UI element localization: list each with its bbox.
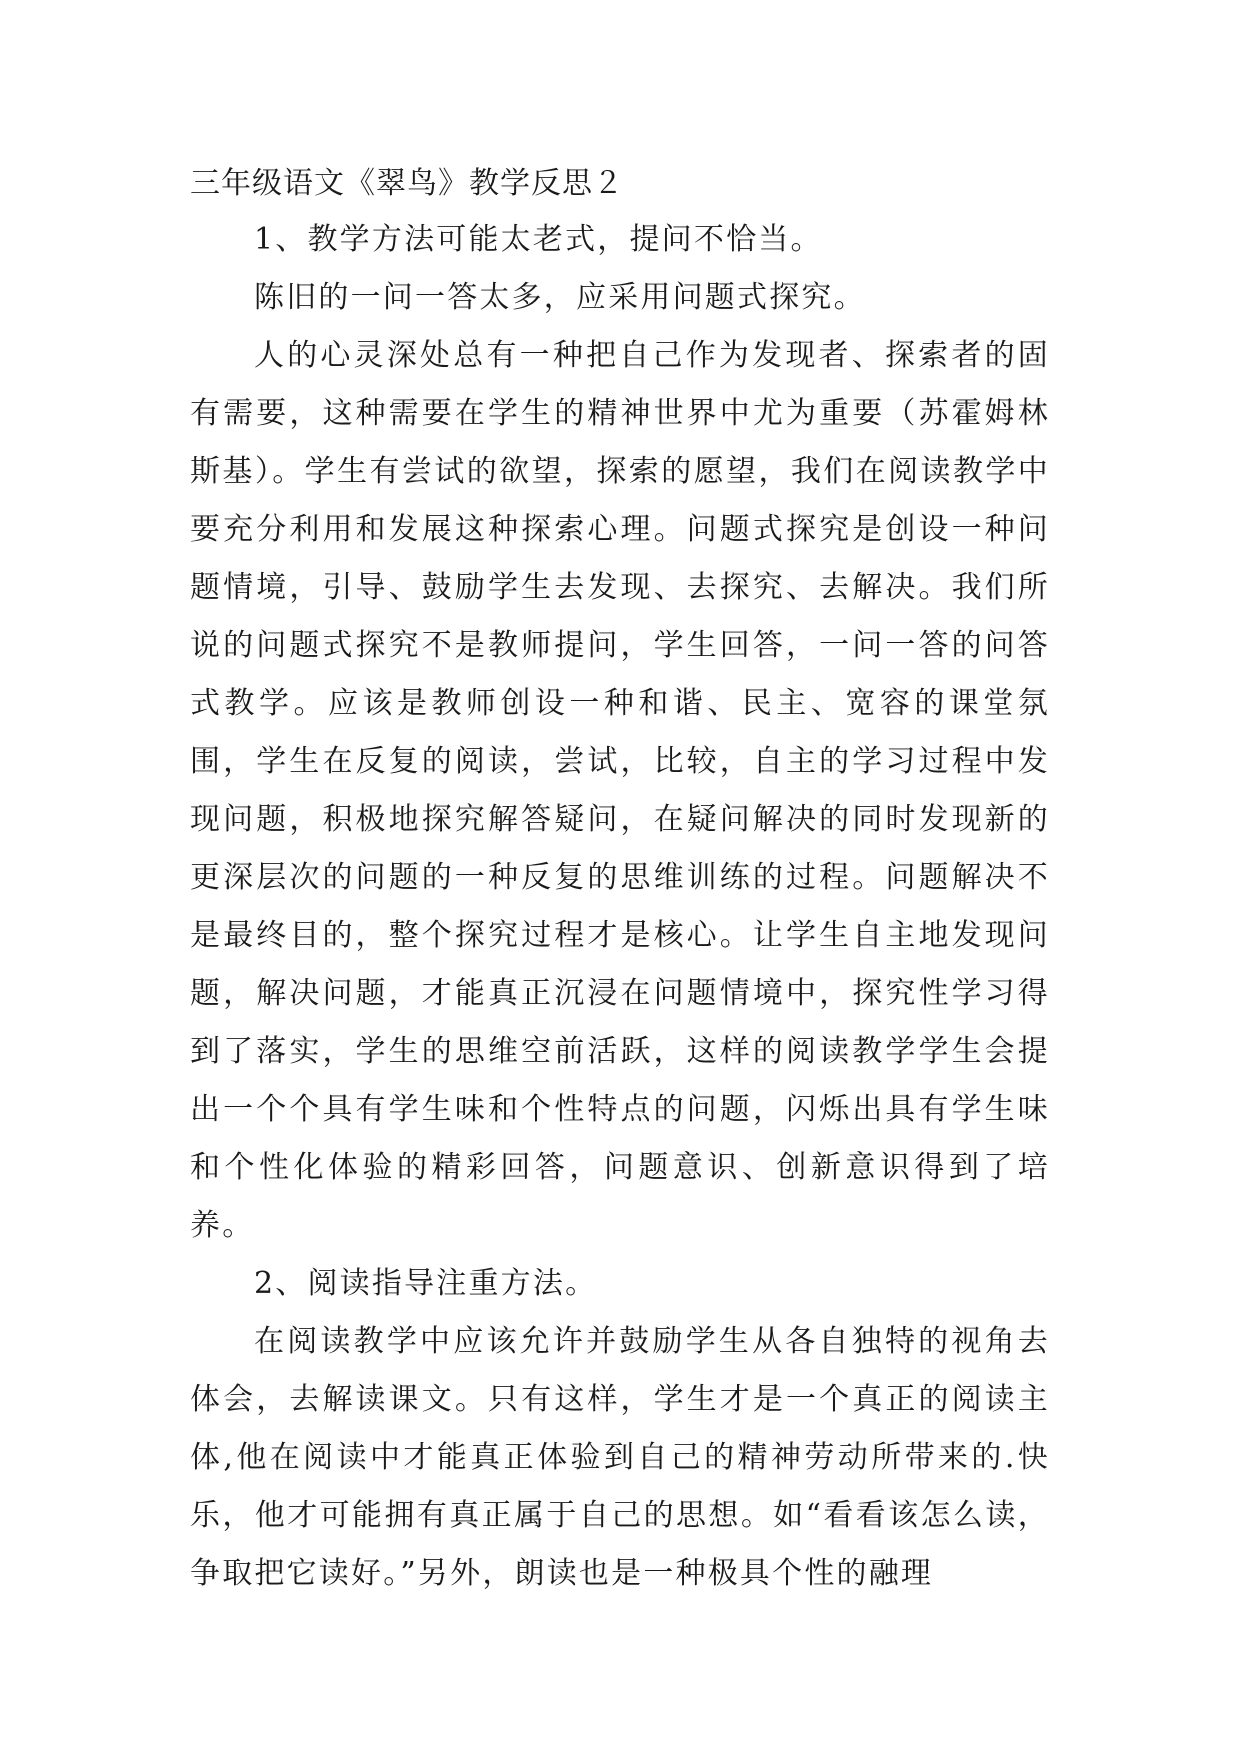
paragraph-reading-discussion: 在阅读教学中应该允许并鼓励学生从各自独特的视角去体会，去解读课文。只有这样，学生才是一个真正的阅读主体,他在阅读中才能真正体验到自己的精神劳动所带来的.快乐，他才可能拥有真正属于自己的思想。如“看看该怎么读，争取把它读好。”另外，朗读也是一种极具个性的融理 — [190, 1324, 1050, 1591]
document-body — [190, 157, 1050, 1603]
paragraph-method-summary: 陈旧的一问一答太多，应采用问题式探究。 — [254, 280, 866, 315]
paragraph-reading-heading: 2、阅读指导注重方法。 — [254, 1266, 598, 1301]
paragraph-method-heading: 1、教学方法可能太老式，提问不恰当。 — [254, 222, 823, 257]
paragraph-inquiry-discussion: 人的心灵深处总有一种把自己作为发现者、探索者的固有需要，这种需要在学生的精神世界中尤为重要（苏霍姆林斯基）。学生有尝试的欲望，探索的愿望，我们在阅读教学中要充分利用和发展这种探索心理。问题式探究是创设一种问题情境，引导、鼓励学生去发现、去探究、去解决。我们所说的问题式探究不是教师提问，学生回答，一问一答的问答式教学。应该是教师创设一种和谐、民主、宽容的课堂氛围，学生在反复的阅读，尝试，比较，自主的学习过程中发现问题，积极地探究解答疑问，在疑问解决的同时发现新的更深层次的问题的一种反复的思维训练的过程。问题解决不是最终目的，整个探究过程才是核心。让学生自主地发现问题，解决问题，才能真正沉浸在问题情境中，探究性学习得到了落实，学生的思维空前活跃，这样的阅读教学学生会提出一个个具有学生味和个性特点的问题，闪烁出具有学生味和个性化体验的精彩回答，问题意识、创新意识得到了培养。 — [190, 338, 1050, 1243]
document-title: 三年级语文《翠鸟》教学反思２ — [190, 166, 624, 201]
